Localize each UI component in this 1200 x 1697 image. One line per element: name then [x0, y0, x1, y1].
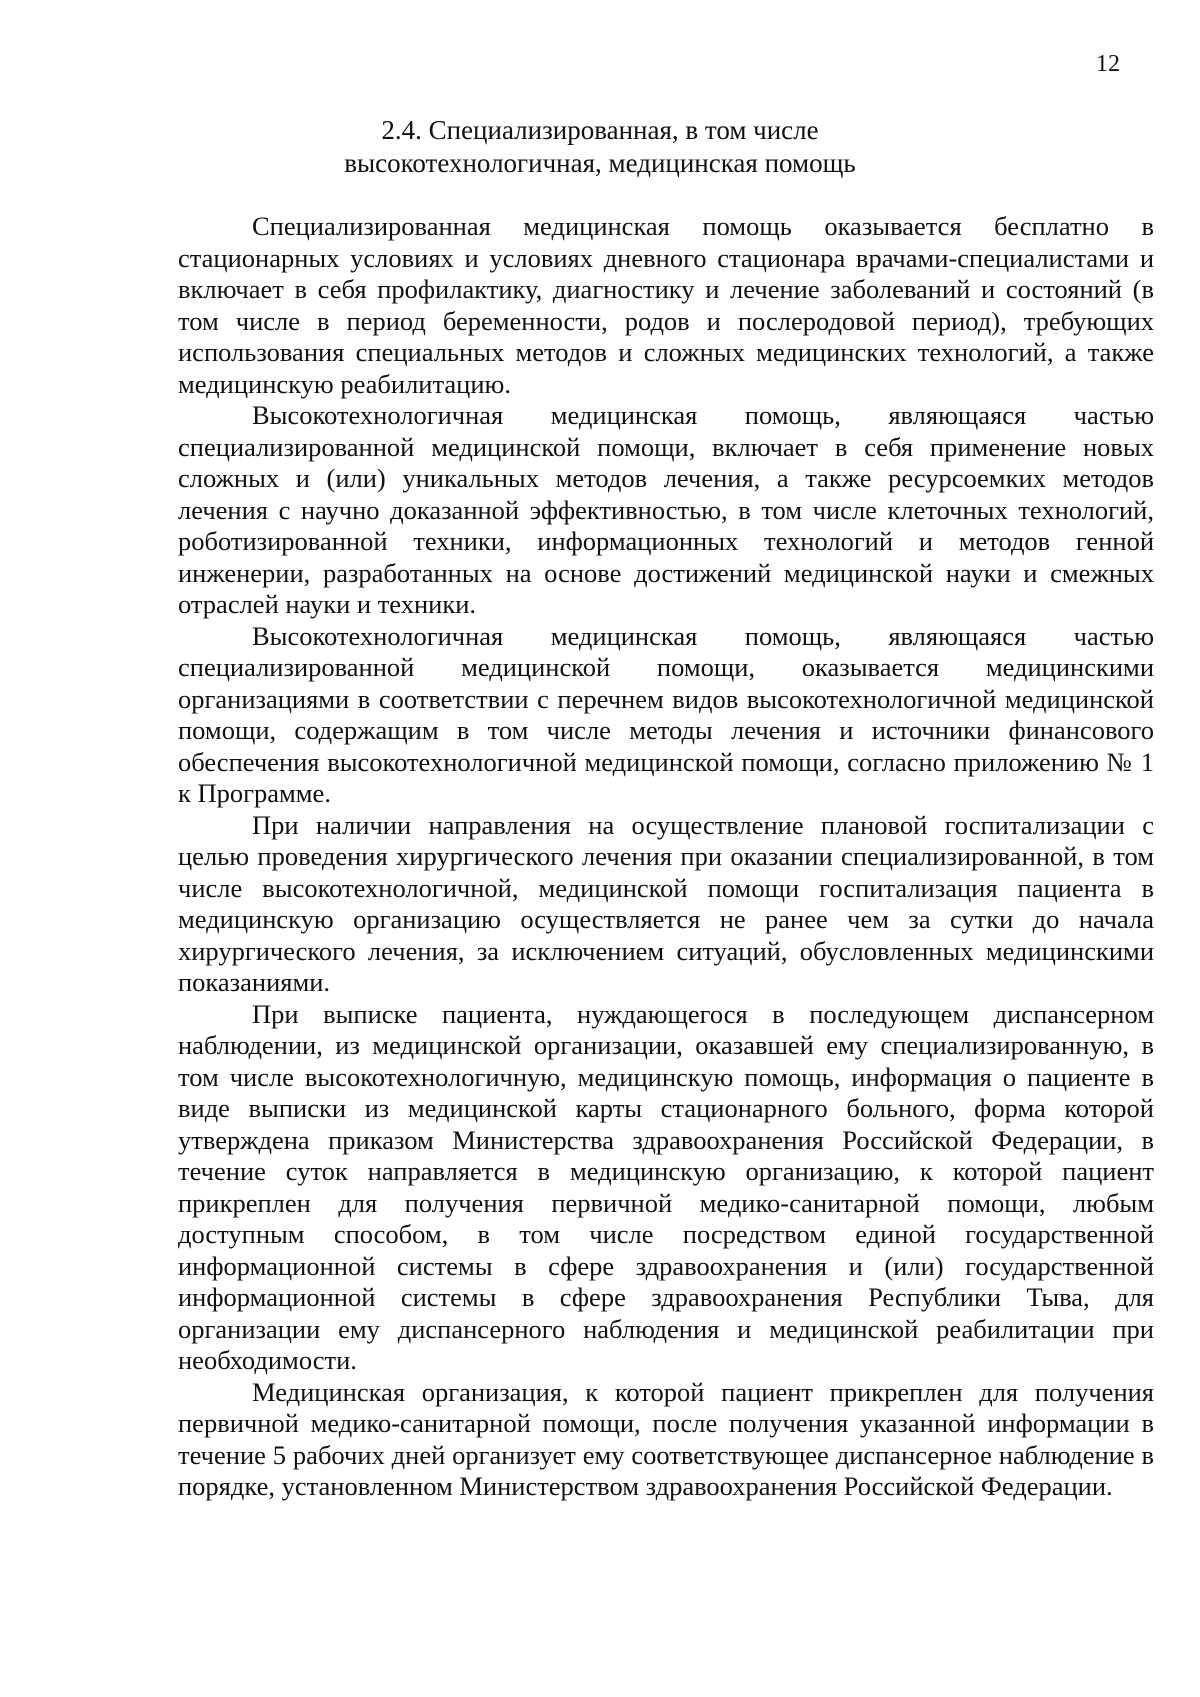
paragraph-discharge-information: При выписке пациента, нуждающегося в последующем диспансерном наблюдении, из медицинской организации, оказавшей ему специализированную, в том числе высокотехнологичную, медицинскую помощь, информация о пациенте в виде выписки из медицинской карты стационарного больного, форма которой утверждена приказом Министерства здравоохранения Российской Федерации, в течение суток направляется в медицинскую организацию, к которой пациент прикреплен для получения первичной медико-санитарной помощи, любым доступным способом, в том числе посредством единой государственной информационной системы в сфере здравоохранения и (или) государственной информационной системы в сфере здравоохранения Республики Тыва, для организации ему диспансерного наблюдения и медицинской реабилитации при необходимости. [178, 998, 1154, 1375]
paragraph-dispensary-observation: Медицинская организация, к которой пациент прикреплен для получения первичной медико-санитарной помощи, после получения указанной информации в течение 5 рабочих дней организует ему соответствующее диспансерное наблюдение в порядке, установленном Министерством здравоохранения Российской Федерации. [178, 1376, 1154, 1501]
section-heading-line-2: высокотехнологичная, медицинская помощь [344, 148, 856, 178]
section-heading-line-1: 2.4. Специализированная, в том числе [381, 115, 819, 145]
paragraph-specialized-care: Специализированная медицинская помощь оказывается бесплатно в стационарных условиях и условиях дневного стационара врачами-специалистами и включает в себя профилактику, диагностику и лечение заболеваний и состояний (в том числе в период беременности, родов и послеродовой период), требующих использования специальных методов и сложных медицинских технологий, а также медицинскую реабилитацию. [178, 211, 1154, 399]
paragraph-planned-hospitalization: При наличии направления на осуществление плановой госпитализации с целью проведения хирургического лечения при оказании специализированной, в том числе высокотехнологичной, медицинской помощи госпитализация пациента в медицинскую организацию осуществляется не ранее чем за сутки до начала хирургического лечения, за исключением ситуаций, обусловленных медицинскими показаниями. [178, 809, 1154, 997]
section-heading [0, 114, 1200, 180]
body-text [178, 211, 1154, 1503]
paragraph-high-tech-provision: Высокотехнологичная медицинская помощь, являющаяся частью специализированной медицинской помощи, оказывается медицинскими организациями в соответствии с перечнем видов высокотехнологичной медицинской помощи, содержащим в том числе методы лечения и источники финансового обеспечения высокотехнологичной медицинской помощи, согласно приложению № 1 к Программе. [178, 620, 1154, 808]
paragraph-high-tech-definition: Высокотехнологичная медицинская помощь, являющаяся частью специализированной медицинской помощи, включает в себя применение новых сложных и (или) уникальных методов лечения, а также ресурсоемких методов лечения с научно доказанной эффективностью, в том числе клеточных технологий, роботизированной техники, информационных технологий и методов генной инженерии, разработанных на основе достижений медицинской науки и смежных отраслей науки и техники. [178, 400, 1154, 619]
page-number: 12 [1096, 51, 1120, 77]
